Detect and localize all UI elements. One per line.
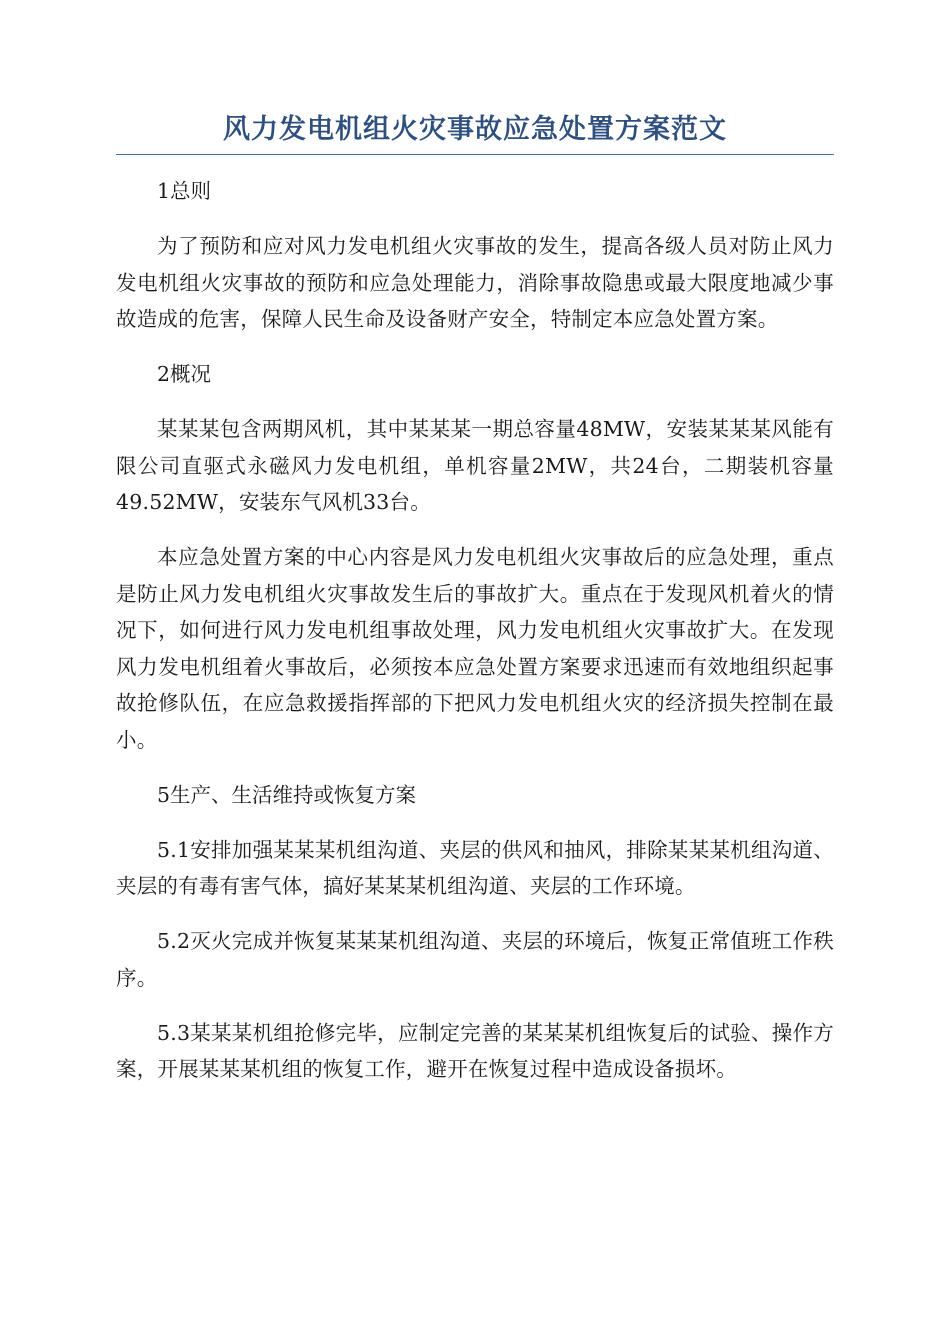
paragraph-recovery-5-3: 5.3某某某机组抢修完毕，应制定完善的某某某机组恢复后的试验、操作方案，开展某某某机组的恢复工作，避开在恢复过程中造成设备损坏。: [116, 1020, 834, 1081]
section-heading-recovery: 5生产、生活维持或恢复方案: [157, 782, 417, 807]
document-page: [116, 108, 834, 1106]
paragraph-recovery-5-2: 5.2灭火完成并恢复某某某机组沟道、夹层的环境后，恢复正常值班工作秩序。: [116, 929, 834, 990]
section-heading-general: 1总则: [157, 179, 212, 203]
paragraph-recovery-5-1: 5.1安排加强某某某机组沟道、夹层的供风和抽风，排除某某某机组沟道、夹层的有毒有害气体，搞好某某某机组沟道、夹层的工作环境。: [116, 837, 834, 898]
title-underline: [116, 154, 834, 155]
paragraph-overview: 某某某包含两期风机，其中某某某一期总容量48MW，安装某某某风能有限公司直驱式永磁风力发电机组，单机容量2MW，共24台，二期装机容量49.52MW，安装东气风机33台。: [116, 417, 834, 514]
paragraph-general: 为了预防和应对风力发电机组火灾事故的发生，提高各级人员对防止风力发电机组火灾事故的预防和应急处理能力，消除事故隐患或最大限度地减少事故造成的危害，保障人民生命及设备财产安全，特制定本应急处置方案。: [116, 234, 834, 331]
document-title: 风力发电机组火灾事故应急处置方案范文: [223, 114, 727, 145]
section-heading-overview: 2概况: [157, 362, 212, 386]
paragraph-overview-2: 本应急处置方案的中心内容是风力发电机组火灾事故后的应急处理，重点是防止风力发电机组火灾事故发生后的事故扩大。重点在于发现风机着火的情况下，如何进行风力发电机组事故处理，风力发电机组火灾事故扩大。在发现风力发电机组着火事故后，必须按本应急处置方案要求迅速而有效地组织起事故抢修队伍，在应急救援指挥部的下把风力发电机组火灾的经济损失控制在最小。: [116, 545, 834, 752]
